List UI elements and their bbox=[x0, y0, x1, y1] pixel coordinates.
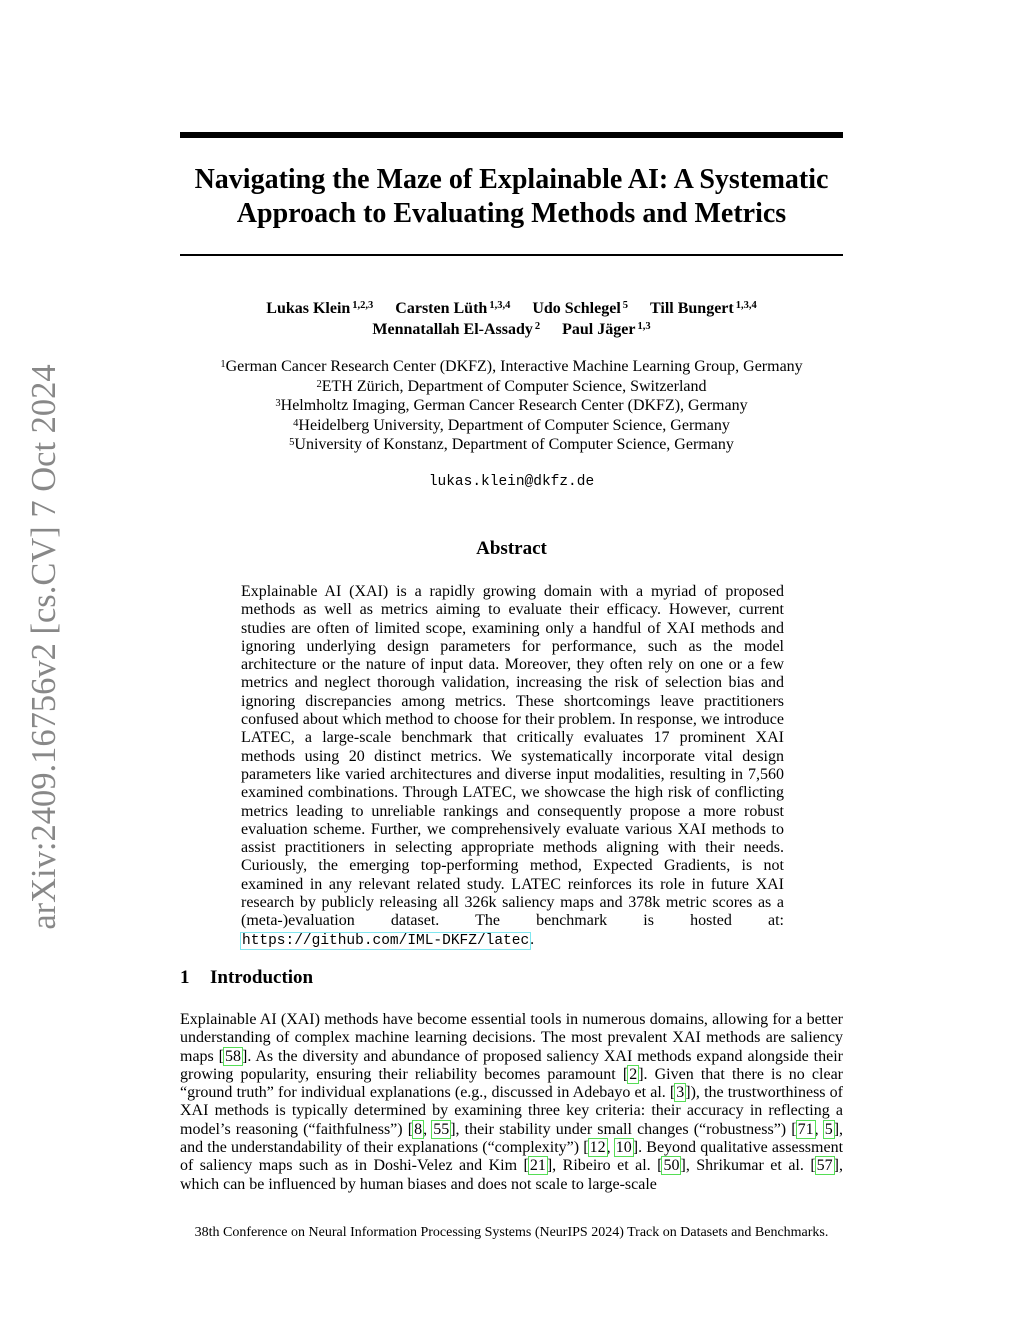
abstract-heading: Abstract bbox=[476, 538, 547, 559]
citation-link[interactable]: 5 bbox=[824, 1120, 833, 1138]
intro-text: ], and the understandability of their explanations (“complexity”) [ bbox=[180, 1120, 844, 1157]
intro-text: ]. As the diversity and abundance of proposed saliency XAI methods expand alongside their growing popularity, ensuring their reliability becomes paramount [ bbox=[180, 1047, 843, 1083]
author-affil-sup: 5 bbox=[622, 300, 629, 311]
intro-text: , bbox=[814, 1120, 824, 1138]
author: Lukas Klein $^{1,2,3}$ bbox=[266, 300, 374, 317]
affiliation: $^4$Heidelberg University, Department of Computer Science, Germany bbox=[293, 416, 730, 434]
author-affil-sup: 1,3,4 bbox=[735, 300, 757, 311]
section-number: 1 bbox=[180, 967, 190, 988]
intro-text: ], Ribeiro et al. [ bbox=[546, 1157, 663, 1175]
affiliation: $^5$University of Konstanz, Department of Computer Science, Germany bbox=[289, 436, 734, 454]
affiliation: $^3$Helmholtz Imaging, German Cancer Research Center (DKFZ), Germany bbox=[275, 397, 748, 415]
intro-text: ], which can be influenced by human biases and does not scale to large-scale bbox=[180, 1157, 843, 1193]
author-affil-sup: 1,3 bbox=[637, 321, 651, 332]
author: Paul Jäger $^{1,3}$ bbox=[562, 321, 651, 338]
author-line-2 bbox=[180, 319, 843, 340]
author-line-1 bbox=[180, 298, 843, 319]
intro-text: , bbox=[606, 1139, 615, 1157]
introduction-body bbox=[180, 1011, 843, 1194]
contact-email[interactable]: lukas.klein@dkfz.de bbox=[428, 474, 595, 490]
author-affil-sup: 1,2,3 bbox=[352, 300, 374, 311]
github-link[interactable]: https://github.com/IML-DKFZ/latec bbox=[242, 932, 530, 949]
citation-link[interactable]: 57 bbox=[816, 1157, 833, 1175]
author: Udo Schlegel $^5$ bbox=[532, 300, 629, 317]
arxiv-identifier: arXiv:2409.16756v2 [cs.CV] 7 Oct 2024 bbox=[24, 364, 63, 930]
author-list bbox=[180, 298, 843, 340]
affiliation-list bbox=[180, 357, 843, 455]
intro-text: ], Shrikumar et al. [ bbox=[680, 1157, 816, 1175]
author: Till Bungert $^{1,3,4}$ bbox=[650, 300, 757, 317]
citation-link[interactable]: 10 bbox=[615, 1139, 632, 1157]
intro-text: ]. Given that there is no clear “ground truth” for individual explanations (e.g., discussed in Adebayo et al. [ bbox=[180, 1065, 843, 1102]
intro-text: , bbox=[423, 1120, 433, 1138]
citation-link[interactable]: 58 bbox=[225, 1047, 242, 1065]
author: Mennatallah El-Assady $^2$ bbox=[372, 321, 541, 338]
citation-link[interactable]: 50 bbox=[663, 1157, 680, 1175]
intro-text: Explainable AI (XAI) methods have become essential tools in numerous domains, allowing for a better understanding of complex machine learning decisions. The most prevalent XAI methods are saliency maps [ bbox=[180, 1011, 843, 1065]
citation-link[interactable]: 8 bbox=[414, 1120, 423, 1138]
intro-text: ], their stability under small changes (“robustness”) [ bbox=[450, 1120, 797, 1138]
citation-link[interactable]: 2 bbox=[629, 1065, 638, 1083]
intro-text: ]. Beyond qualitative assessment of saliency maps such as in Doshi-Velez and Kim [ bbox=[180, 1139, 844, 1175]
citation-link[interactable]: 12 bbox=[589, 1139, 606, 1157]
title-rule-top bbox=[180, 132, 843, 138]
author-affil-sup: 2 bbox=[534, 321, 541, 332]
title-rule-bottom bbox=[180, 254, 843, 256]
citation-link[interactable]: 3 bbox=[676, 1084, 685, 1102]
author: Carsten Lüth $^{1,3,4}$ bbox=[395, 300, 511, 317]
affiliation: $^2$ETH Zürich, Department of Computer Science, Switzerland bbox=[316, 377, 707, 395]
affiliation: $^1$German Cancer Research Center (DKFZ), Interactive Machine Learning Group, Germany bbox=[220, 358, 803, 375]
intro-text: ]), the trustworthiness of XAI methods is typically determined by examining three key criteria: their accuracy in reflecting a model’s reasoning (“faithfulness”) [ bbox=[180, 1084, 844, 1138]
arxiv-sidebar bbox=[24, 364, 63, 930]
section-heading-introduction bbox=[180, 967, 313, 989]
citation-link[interactable]: 55 bbox=[433, 1120, 450, 1138]
section-title: Introduction bbox=[210, 967, 314, 988]
author-affil-sup: 1,3,4 bbox=[489, 300, 511, 311]
citation-link[interactable]: 71 bbox=[797, 1120, 814, 1138]
citation-link[interactable]: 21 bbox=[529, 1157, 546, 1175]
abstract-body: Explainable AI (XAI) is a rapidly growing domain with a myriad of proposed methods as well as metrics aiming to evaluate their efficacy. However, current studies are often of limited scope, examining only a handful of XAI methods and ignoring underlying design parameters for performance, such as the model architecture or the nature of input data. Moreover, they often rely on one or a few metrics and neglect thorough validation, increasing the risk of selection bias and ignoring discrepancies among metrics. These shortcomings leave practitioners confused about which method to choose for their problem. In response, we introduce LATEC, a large-scale benchmark that critically evaluates 17 prominent XAI methods using 20 distinct metrics. We systematically incorporate vital design parameters like varied architectures and diverse input modalities, resulting in 7,560 examined combinations. Through LATEC, we showcase the high risk of conflicting metrics leading to unreliable rankings and consequently propose a more robust evaluation scheme. Further, we comprehensively evaluate various XAI methods to assist practitioners in selecting appropriate methods aligning with their needs. Curiously, the emerging top-performing method, Expected Gradients, is not examined in any relevant related study. LATEC reinforces its role in future XAI research by publicly releasing all 326k saliency maps and 378k metric scores as a (meta-)evaluation dataset. The benchmark is hosted at: https://github.com/IML-DKFZ/latec. bbox=[241, 583, 784, 949]
paper-title: Navigating the Maze of Explainable AI: A Systematic Approach to Evaluating Methods and Metrics bbox=[194, 164, 829, 229]
conference-footer: 38th Conference on Neural Information Processing Systems (NeurIPS 2024) Track on Datasets and Benchmarks. bbox=[194, 1225, 829, 1240]
